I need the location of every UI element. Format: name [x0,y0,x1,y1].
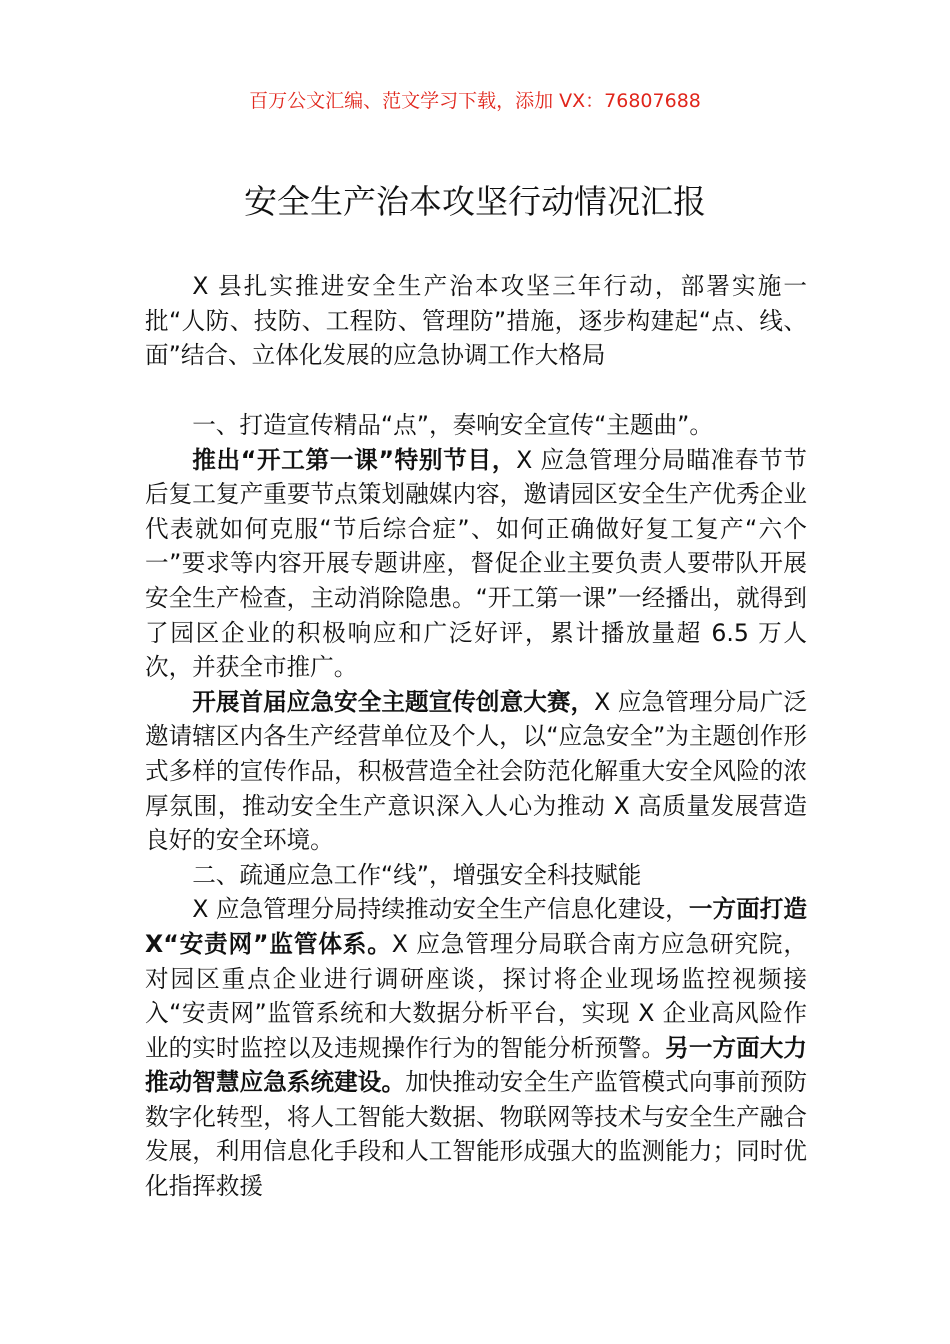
section2-p1-text-b: X 应急管理分局联合南方应急研究院，对园区重点企业进行调研座谈，探讨将企业现场监控视频接入“安责网”监管系统和大数据分析平台，实现 X 企业高风险作业的实时监控以及违规操作行为的智能分析预警。 [145,929,808,1062]
section2-p1-text-a: X 应急管理分局持续推动安全生产信息化建设， [192,895,689,924]
section1-heading: 一、打造宣传精品“点”，奏响安全宣传“主题曲”。 [192,411,713,439]
section2-p1-text-c: 加快推动安全生产监管模式向事前预防数字化转型，将人工智能大数据、物联网等技术与安全生产融合发展，利用信息化手段和人工智能形成强大的监测能力；同时优化指挥救援 [145,1068,808,1201]
intro-block [145,269,807,373]
section2-p1-lead-b: 另一方面大力推动智慧应急系统建设。 [145,1033,808,1097]
section1-p1-lead: 推出“开工第一课”特别节目， [192,445,517,474]
section1-paragraph1 [145,443,807,685]
section1-p2-lead: 开展首届应急安全主题宣传创意大赛， [192,687,595,716]
main-body [145,408,807,1204]
header-watermark-note: 百万公文汇编、范文学习下载，添加 VX：76807688 [249,90,701,112]
intro-paragraph: X 县扎实推进安全生产治本攻坚三年行动，部署实施一批“人防、技防、工程防、管理防”措施，逐步构建起“点、线、面”结合、立体化发展的应急协调工作大格局 [145,272,807,370]
section2-paragraph1 [145,892,807,1203]
section2-p1-lead-a: 一方面打造 X“安责网”监管体系。 [145,895,808,958]
section1-p1-text: X 应急管理分局瞄准春节节后复工复产重要节点策划融媒内容，邀请园区安全生产优秀企业代表就如何克服“节后综合症”、如何正确做好复工复产“六个一”要求等内容开展专题讲座，督促企业主要负责人要带队开展安全生产检查，主动消除隐患。“开工第一课”一经播出，就得到了园区企业的积极响应和广泛好评，累计播放量超 6.5 万人次，并获全市推广。 [145,445,807,682]
document-title: 安全生产治本攻坚行动情况汇报 [244,182,706,221]
section2-heading: 二、疏通应急工作“线”，增强安全科技赋能 [192,860,642,889]
section1-p2-text: X 应急管理分局广泛邀请辖区内各生产经营单位及个人，以“应急安全”为主题创作形式多样的宣传作品，积极营造全社会防范化解重大安全风险的浓厚氛围，推动安全生产意识深入人心为推动 X 高质量发展营造良好的安全环境。 [145,687,807,855]
section1-paragraph2 [145,685,807,858]
